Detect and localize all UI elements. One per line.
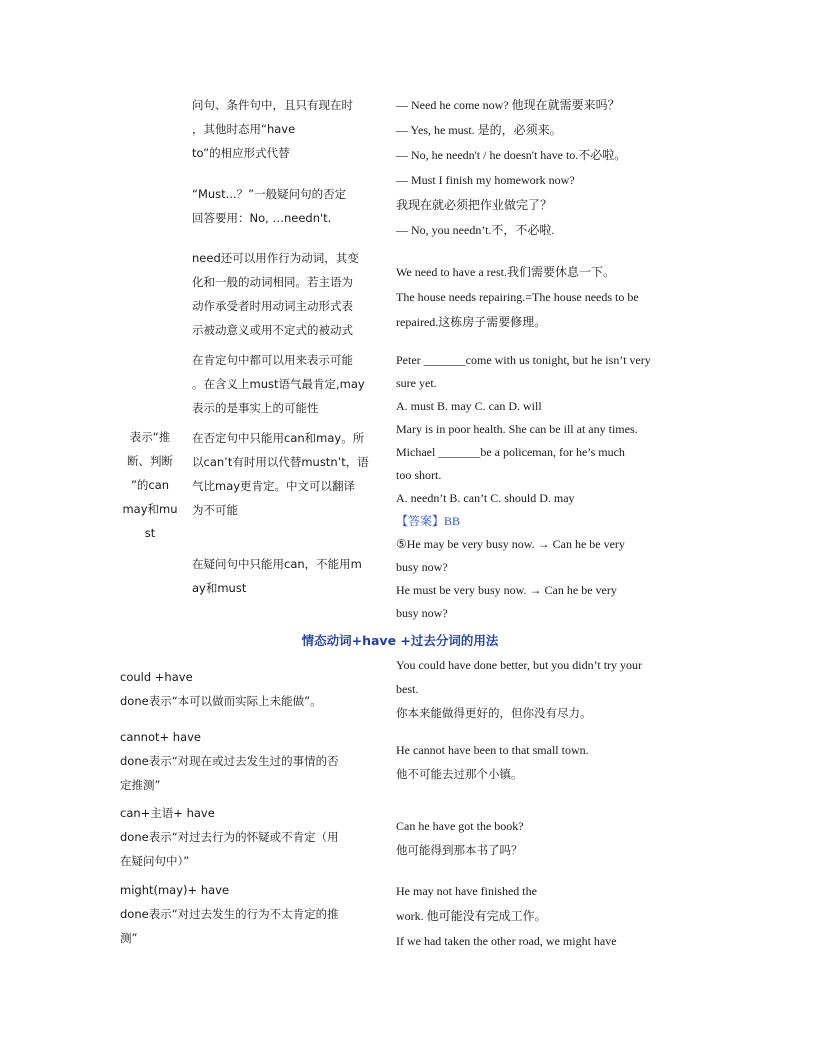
can-have-example: [396, 814, 524, 862]
usage-condition: [192, 93, 353, 165]
usage-line: need还可以用作行为动词，其变: [192, 251, 359, 265]
example-line: We need to have a rest.我们需要休息一下。: [396, 265, 615, 279]
category-line: st: [144, 526, 156, 540]
usage-line: 表示的是事实上的可能性: [192, 401, 319, 415]
exercise-line: A. must B. may C. can D. will: [396, 399, 542, 413]
usage-line: to”的相应形式代替: [192, 146, 290, 160]
example-need-rest: [396, 260, 639, 335]
usage-line: ay和must: [192, 581, 247, 595]
example-line: — Must I finish my homework now?: [396, 173, 575, 187]
usage-line: 化和一般的动词相同。若主语为: [192, 275, 353, 289]
example-line: 他可能得到那本书了吗？: [396, 843, 523, 857]
category-line: may和mu: [122, 502, 178, 516]
cannot-have-example: [396, 738, 589, 786]
usage-line: 回答要用：No, …needn't.: [192, 211, 332, 225]
category-line: 表示“推: [129, 430, 171, 444]
example-line: The house needs repairing.=The house needs to be: [396, 290, 639, 304]
usage-negative: [192, 426, 369, 522]
exercise-line: Michael _______be a policeman, for he’s much: [396, 445, 625, 459]
cannot-have-usage: [120, 725, 339, 797]
exercise-line: ⑤He may be very busy now. → Can he be very: [396, 537, 625, 551]
example-line: — No, he needn't / he doesn't have to.不必啦。: [396, 148, 627, 162]
example-line: 我现在就必须把作业做完了？: [396, 198, 553, 212]
usage-line: 测”: [120, 931, 138, 945]
example-line: repaired.这栋房子需要修理。: [396, 315, 547, 329]
usage-line: 在肯定句中都可以用来表示可能: [192, 353, 353, 367]
usage-line: “Must...？”一般疑问句的否定: [192, 187, 347, 201]
category-cell: [120, 425, 180, 545]
category-line: ”的can: [130, 478, 170, 492]
example-exercise: [396, 349, 651, 625]
usage-line: 在疑问句中只能用can，不能用m: [192, 557, 362, 571]
usage-line: might(may)+ have: [120, 883, 230, 897]
category-line: 断、判断: [127, 454, 173, 468]
usage-line: 问句、条件句中，且只有现在时: [192, 98, 353, 112]
can-have-usage: [120, 801, 339, 873]
example-line: You could have done better, but you didn’t try your: [396, 658, 643, 672]
usage-line: 在疑问句中）”: [120, 854, 190, 868]
usage-line: can+主语+ have: [120, 806, 215, 820]
usage-line: done表示“对过去行为的怀疑或不肯定（用: [120, 830, 339, 844]
answer-label: 【答案】BB: [396, 514, 461, 528]
exercise-line: He must be very busy now. → Can he be very: [396, 583, 617, 597]
example-line: best.: [396, 682, 419, 696]
example-line: — No, you needn’t.不，不必啦.: [396, 223, 555, 237]
usage-line: 。在含义上must语气最肯定,may: [192, 377, 365, 391]
usage-line: 示被动意义或用不定式的被动式: [192, 323, 353, 337]
exercise-line: busy now?: [396, 606, 448, 620]
usage-line: ，其他时态用“have: [192, 122, 296, 136]
exercise-line: A. needn’t B. can’t C. should D. may: [396, 491, 575, 505]
example-line: Can he have got the book?: [396, 819, 524, 833]
usage-line: 为不可能: [192, 503, 238, 517]
usage-line: 气比may更肯定。中文可以翻译: [192, 479, 356, 493]
might-have-usage: [120, 878, 339, 950]
exercise-line: sure yet.: [396, 376, 437, 390]
example-line: He may not have finished the: [396, 884, 537, 898]
usage-line: 定推测”: [120, 778, 161, 792]
exercise-line: too short.: [396, 468, 442, 482]
example-line: — Yes, he must. 是的，必须来。: [396, 123, 562, 137]
example-line: He cannot have been to that small town.: [396, 743, 589, 757]
usage-line: cannot+ have: [120, 730, 201, 744]
example-line: 你本来能做得更好的，但你没有尽力。: [396, 706, 592, 720]
example-line: — Need he come now? 他现在就需要来吗？: [396, 98, 620, 112]
usage-line: 在否定句中只能用can和may。所: [192, 431, 365, 445]
example-line: 他不可能去过那个小镇。: [396, 767, 523, 781]
might-have-example: [396, 879, 617, 954]
usage-line: done表示“对过去发生的行为不太肯定的推: [120, 907, 339, 921]
usage-line: done表示“对现在或过去发生过的事情的否: [120, 754, 339, 768]
usage-line: done表示“本可以做而实际上未能做”。: [120, 694, 322, 708]
usage-answer-rule: [192, 182, 346, 230]
usage-need-verb: [192, 246, 359, 342]
usage-line: 以can’t有时用以代替mustn’t，语: [192, 455, 369, 469]
exercise-line: Peter _______come with us tonight, but he isn’t very: [396, 353, 651, 367]
example-line: If we had taken the other road, we might have: [396, 934, 617, 948]
example-line: work. 他可能没有完成工作。: [396, 909, 547, 923]
usage-line: 动作承受者时用动词主动形式表: [192, 299, 353, 313]
usage-line: could +have: [120, 670, 193, 684]
exercise-line: Mary is in poor health. She can be ill at any times.: [396, 422, 638, 436]
usage-question: [192, 552, 362, 600]
could-have-example: [396, 653, 642, 725]
exercise-line: busy now?: [396, 560, 448, 574]
example-need-dialog: [396, 93, 626, 243]
could-have-usage: [120, 665, 322, 713]
usage-affirmative: [192, 348, 365, 420]
section-title: 情态动词+have +过去分词的用法: [301, 633, 499, 648]
